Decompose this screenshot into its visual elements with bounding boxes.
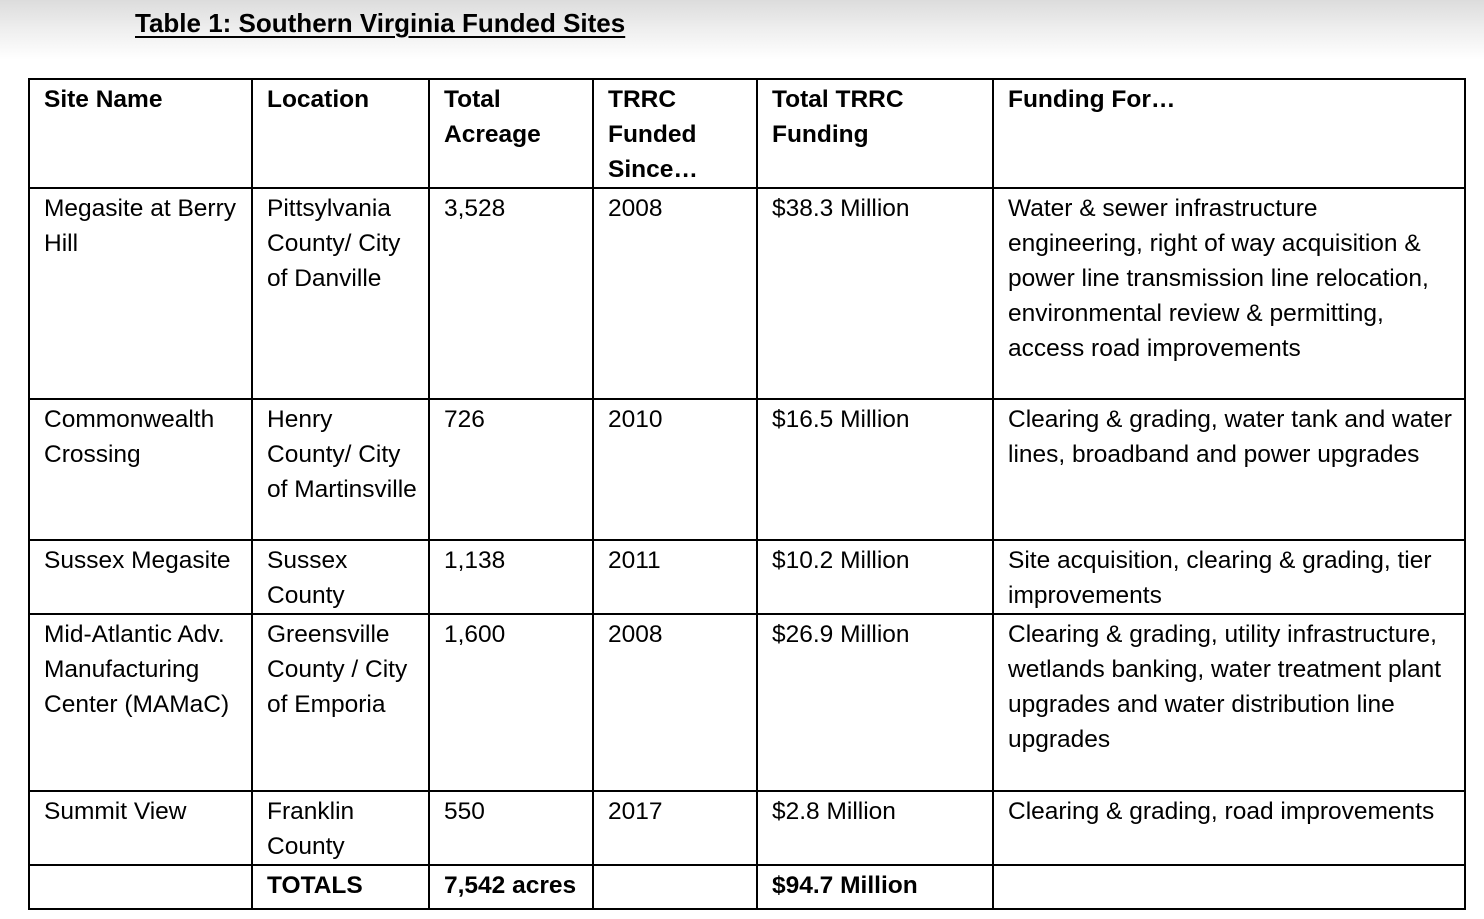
cell-site-name: Summit View xyxy=(29,791,252,865)
table-title: Table 1: Southern Virginia Funded Sites xyxy=(135,8,626,38)
table-row xyxy=(29,791,1465,865)
cell-acreage: 1,138 xyxy=(429,540,593,614)
cell-empty xyxy=(29,865,252,909)
totals-funding: $94.7 Million xyxy=(757,865,993,909)
header-trrc-funded-since: TRRC Funded Since… xyxy=(593,79,757,188)
cell-empty xyxy=(993,865,1465,909)
totals-acreage: 7,542 acres xyxy=(429,865,593,909)
cell-funding: $26.9 Million xyxy=(757,614,993,791)
cell-funded-since: 2011 xyxy=(593,540,757,614)
totals-row xyxy=(29,865,1465,909)
cell-location: Pittsylvania County/ City of Danville xyxy=(252,188,429,399)
cell-site-name: Megasite at Berry Hill xyxy=(29,188,252,399)
table-row xyxy=(29,614,1465,791)
funded-sites-table xyxy=(28,78,1466,910)
cell-funding: $38.3 Million xyxy=(757,188,993,399)
cell-funding-for: Water & sewer infrastructure engineering, right of way acquisition & power line transmission line relocation, environmental review & permitting, access road improvements xyxy=(993,188,1465,399)
header-site-name: Site Name xyxy=(29,79,252,188)
cell-site-name: Sussex Megasite xyxy=(29,540,252,614)
cell-funding-for: Clearing & grading, road improvements xyxy=(993,791,1465,865)
header-location: Location xyxy=(252,79,429,188)
cell-acreage: 726 xyxy=(429,399,593,540)
table-row xyxy=(29,399,1465,540)
cell-empty xyxy=(593,865,757,909)
header-total-trrc-funding: Total TRRC Funding xyxy=(757,79,993,188)
header-funding-for: Funding For… xyxy=(993,79,1465,188)
cell-location: Sussex County xyxy=(252,540,429,614)
cell-funding-for: Site acquisition, clearing & grading, tier improvements xyxy=(993,540,1465,614)
cell-acreage: 3,528 xyxy=(429,188,593,399)
cell-location: Franklin County xyxy=(252,791,429,865)
cell-funding: $16.5 Million xyxy=(757,399,993,540)
cell-site-name: Commonwealth Crossing xyxy=(29,399,252,540)
table-row xyxy=(29,188,1465,399)
table-header-row xyxy=(29,79,1465,188)
cell-funding: $10.2 Million xyxy=(757,540,993,614)
cell-site-name: Mid-Atlantic Adv. Manufacturing Center (MAMaC) xyxy=(29,614,252,791)
header-total-acreage: Total Acreage xyxy=(429,79,593,188)
cell-acreage: 550 xyxy=(429,791,593,865)
cell-funded-since: 2008 xyxy=(593,614,757,791)
cell-funding-for: Clearing & grading, utility infrastructure, wetlands banking, water treatment plant upgrades and water distribution line upgrades xyxy=(993,614,1465,791)
table-row xyxy=(29,540,1465,614)
cell-funded-since: 2010 xyxy=(593,399,757,540)
cell-funded-since: 2008 xyxy=(593,188,757,399)
cell-funding-for: Clearing & grading, water tank and water lines, broadband and power upgrades xyxy=(993,399,1465,540)
cell-funded-since: 2017 xyxy=(593,791,757,865)
cell-funding: $2.8 Million xyxy=(757,791,993,865)
cell-acreage: 1,600 xyxy=(429,614,593,791)
totals-label: TOTALS xyxy=(252,865,429,909)
cell-location: Greensville County / City of Emporia xyxy=(252,614,429,791)
cell-location: Henry County/ City of Martinsville xyxy=(252,399,429,540)
